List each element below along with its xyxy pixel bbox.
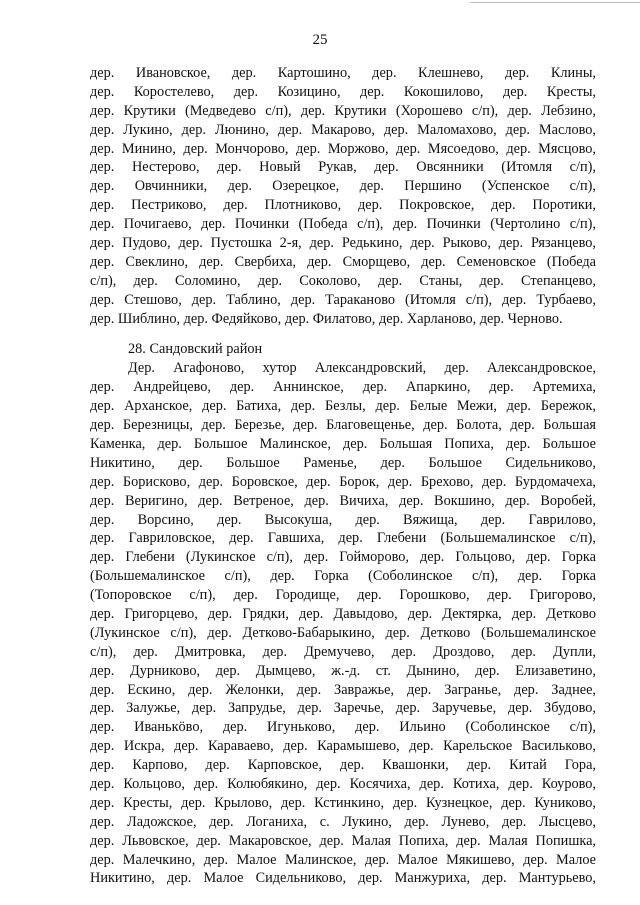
text-line: (Большемалинское с/п), дер. Горка (Соболинское с/п), дер. Горка: [90, 568, 596, 585]
text-line: дер. Крутики (Медведево с/п), дер. Крутики (Хорошево с/п), дер. Лебзино,: [90, 102, 596, 119]
text-line: дер. Ивановское, дер. Картошино, дер. Клешнево, дер. Клины,: [90, 65, 596, 81]
text-line: дер. Почигаево, дер. Починки (Победа с/п), дер. Починки (Чертолино с/п),: [90, 216, 596, 233]
text-line: дер. Арханское, дер. Батиха, дер. Безлы, дер. Белые Межи, дер. Бережок,: [90, 398, 596, 415]
top-rule: [470, 2, 640, 3]
text-line: дер. Минино, дер. Мончорово, дер. Моржово, дер. Мясоедово, дер. Мясцово,: [90, 140, 596, 157]
text-line: дер. Ворсино, дер. Высокуша, дер. Вяжища, дер. Гаврилово,: [90, 511, 596, 528]
text-line: с/п), дер. Дмитровка, дер. Дремучево, дер. Дроздово, дер. Дупли,: [90, 643, 596, 660]
text-line: дер. Березницы, дер. Березье, дер. Благовещенье, дер. Болота, дер. Большая: [90, 417, 596, 434]
text-line: дер. Стешово, дер. Таблино, дер. Тараканово (Итомля с/п), дер. Турбаево,: [90, 291, 596, 308]
section-heading: 28. Сандовский район: [128, 341, 263, 358]
text-line: дер. Андрейцево, дер. Аннинское, дер. Апаркино, дер. Артемиха,: [90, 379, 596, 396]
text-line: дер. Пудово, дер. Пустошка 2-я, дер. Редькино, дер. Рыково, дер. Рязанцево,: [90, 235, 596, 252]
document-body: [90, 64, 596, 888]
text-line: дер. Нестерово, дер. Новый Рукав, дер. Овсянники (Итомля с/п),: [90, 159, 596, 176]
text-line: дер. Григорцево, дер. Грядки, дер. Давыдово, дер. Дектярка, дер. Детково: [90, 605, 596, 622]
text-line: дер. Кресты, дер. Крылово, дер. Кстинкино, дер. Кузнецкое, дер. Куниково,: [90, 794, 596, 811]
text-line: Никитино, дер. Малое Сидельниково, дер. Манжуриха, дер. Мантурьево,: [90, 870, 596, 887]
text-line: дер. Львовское, дер. Макаровское, дер. Малая Попиха, дер. Малая Попишка,: [90, 832, 596, 849]
page-number: 25: [312, 32, 328, 48]
text-line: дер. Ескино, дер. Желонки, дер. Завражье, дер. Загранье, дер. Заднее,: [90, 681, 596, 698]
text-line: Дер. Агафоново, хутор Александровский, дер. Александровское,: [128, 360, 596, 377]
text-line: дер. Овчинники, дер. Озерецкое, дер. Першино (Успенское с/п),: [90, 178, 596, 195]
text-line: Каменка, дер. Большое Малинское, дер. Большая Попиха, дер. Большое: [90, 435, 596, 452]
text-line: дер. Шиблино, дер. Федяйково, дер. Филатово, дер. Харланово, дер. Черново.: [90, 310, 563, 327]
text-line: дер. Коростелево, дер. Козицино, дер. Кокошилово, дер. Кресты,: [90, 83, 596, 100]
text-line: с/п), дер. Соломино, дер. Соколово, дер. Станы, дер. Степанцево,: [90, 272, 596, 289]
text-line: дер. Лукино, дер. Люнино, дер. Макарово, дер. Маломахово, дер. Маслово,: [90, 121, 596, 138]
text-line: Никитино, дер. Большое Раменье, дер. Большое Сидельниково,: [90, 454, 596, 471]
text-line: (Топоровское с/п), дер. Городище, дер. Горошково, дер. Григорово,: [90, 587, 596, 604]
text-line: дер. Карпово, дер. Карповское, дер. Квашонки, дер. Китай Гора,: [90, 757, 596, 774]
text-line: дер. Веригино, дер. Ветреное, дер. Вичиха, дер. Вокшино, дер. Воробей,: [90, 492, 596, 509]
text-line: дер. Иванькöво, дер. Игуньково, дер. Ильино (Соболинское с/п),: [90, 719, 596, 736]
paragraph-villages-list: [90, 64, 596, 328]
text-line: дер. Глебени (Лукинское с/п), дер. Гойморово, дер. Гольцово, дер. Горка: [90, 549, 596, 566]
text-line: дер. Свеклино, дер. Свербиха, дер. Сморщево, дер. Семеновское (Победа: [90, 253, 596, 270]
text-line: дер. Ладожское, дер. Логаниха, с. Лукино, дер. Лунево, дер. Лысцево,: [90, 813, 596, 830]
text-line: дер. Залужье, дер. Запрудье, дер. Заречье, дер. Заручевье, дер. Збудово,: [90, 700, 596, 717]
text-line: дер. Искра, дер. Караваево, дер. Карамышево, дер. Карельское Васильково,: [90, 738, 596, 755]
text-line: дер. Гавриловское, дер. Гавшиха, дер. Глебени (Большемалинское с/п),: [90, 530, 596, 547]
text-line: дер. Кольцово, дер. Колюбякино, дер. Косячиха, дер. Котиха, дер. Коурово,: [90, 775, 596, 792]
text-line: дер. Пестриково, дер. Плотниково, дер. Покровское, дер. Поротики,: [90, 197, 596, 214]
text-line: (Лукинское с/п), дер. Детково-Бабарыкино, дер. Детково (Большемалинское: [90, 624, 596, 641]
paragraph-sandovsky-villages: [90, 359, 596, 888]
text-line: дер. Дурниково, дер. Дымцево, ж.-д. ст. Дынино, дер. Елизаветино,: [90, 662, 596, 679]
text-line: дер. Борисково, дер. Боровское, дер. Борок, дер. Брехово, дер. Бурдомачеха,: [90, 473, 596, 490]
text-line: дер. Малечкино, дер. Малое Малинское, дер. Малое Мякишево, дер. Малое: [90, 851, 596, 868]
